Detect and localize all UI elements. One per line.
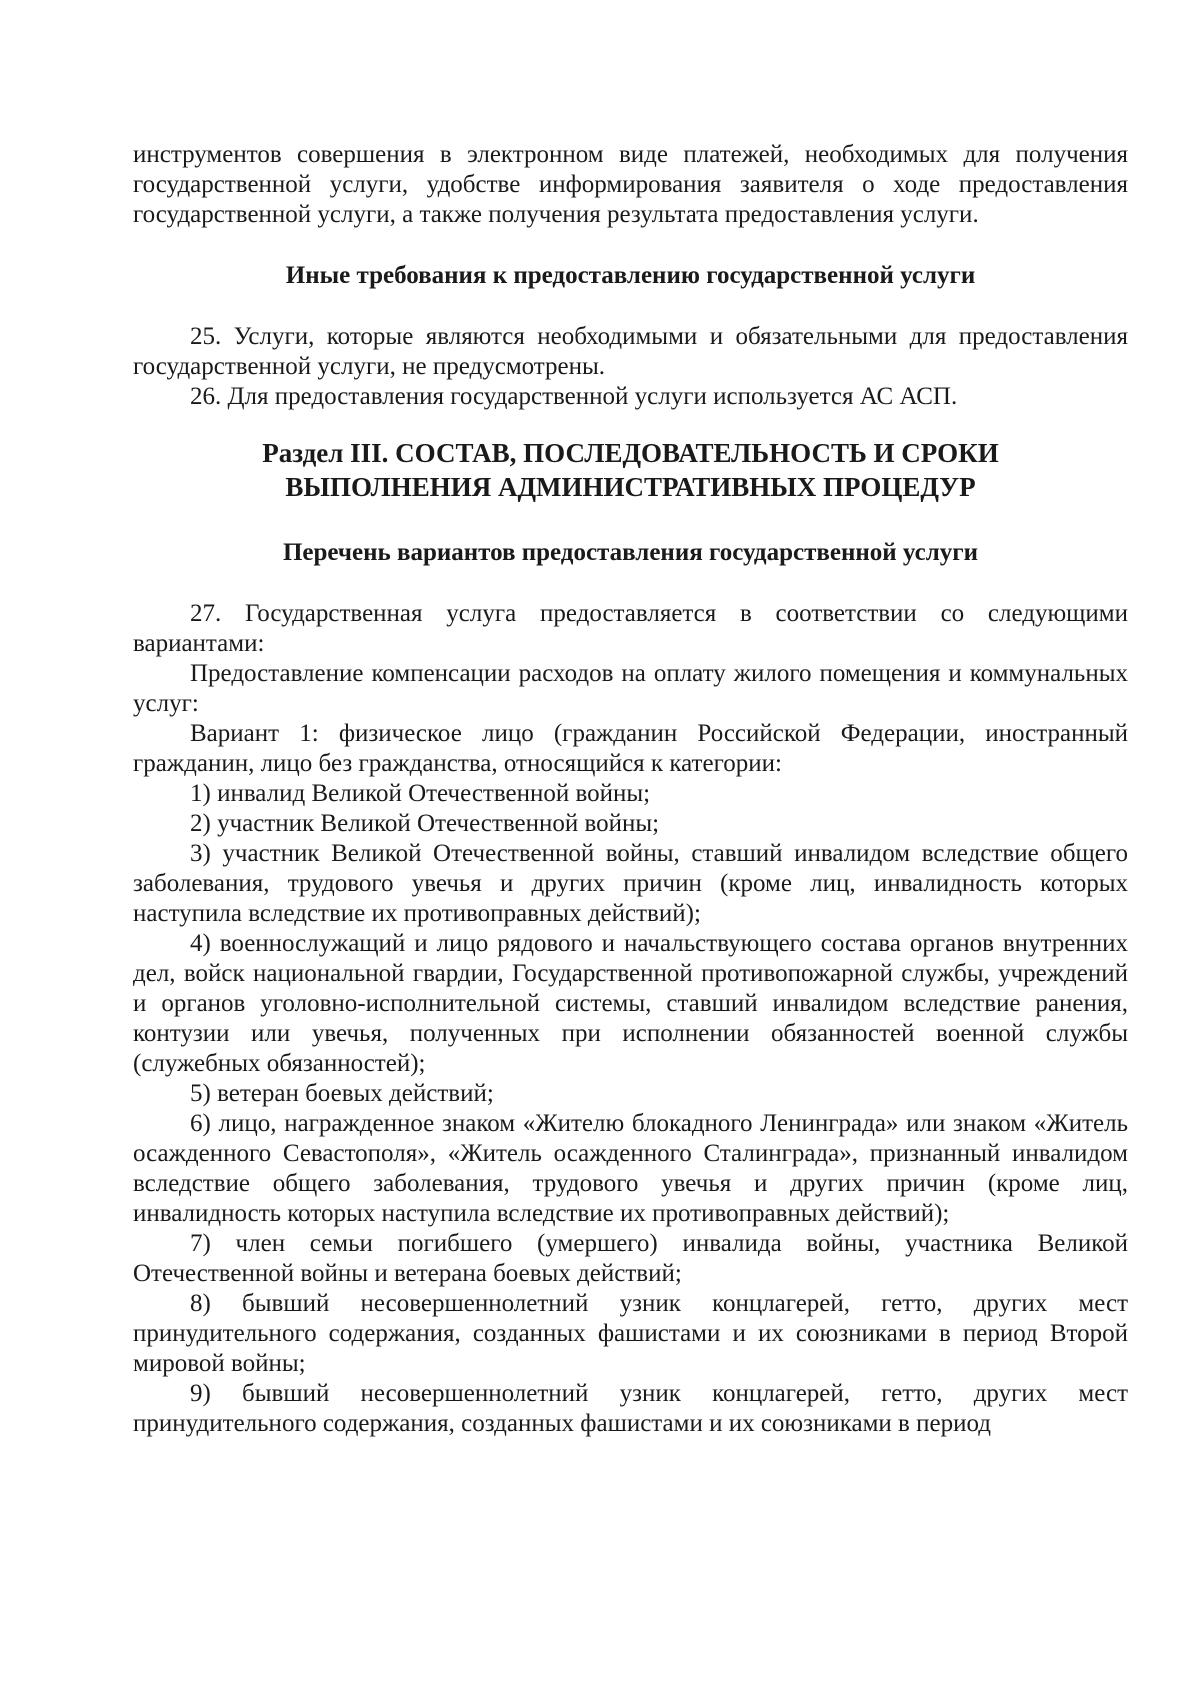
item-26: 26. Для предоставления государственной услуги используется АС АСП.: [190, 383, 958, 410]
section-title-line-1: Раздел III. СОСТАВ, ПОСЛЕДОВАТЕЛЬНОСТЬ И СРОКИ: [262, 438, 999, 468]
heading-other-requirements: Иные требования к предоставлению государственной услуги: [285, 262, 976, 289]
section-title-line-2: ВЫПОЛНЕНИЯ АДМИНИСТРАТИВНЫХ ПРОЦЕДУР: [285, 472, 976, 502]
list-item: 2) участник Великой Отечественной войны;: [190, 810, 660, 837]
section-title: [133, 436, 1128, 504]
heading-variants: Перечень вариантов предоставления государственной услуги: [282, 539, 979, 566]
intro-paragraph: инструментов совершения в электронном виде платежей, необходимых для получения государственной услуги, удобстве информирования заявителя о ходе предоставления государственной услуги, а также получения результата предоставления услуги.: [133, 141, 1128, 228]
list-item: 3) участник Великой Отечественной войны, ставший инвалидом вследствие общего заболевания, трудового увечья и других причин (кроме лиц, инвалидность которых наступила вследствие их противоправных действий);: [133, 840, 1128, 927]
list-item: 1) инвалид Великой Отечественной войны;: [190, 780, 651, 807]
variant-1: Вариант 1: физическое лицо (гражданин Российской Федерации, иностранный гражданин, лицо без гражданства, относящийся к категории:: [133, 720, 1128, 777]
item-25: 25. Услуги, которые являются необходимыми и обязательными для предоставления государственной услуги, не предусмотрены.: [133, 323, 1128, 380]
list-item: 5) ветеран боевых действий;: [190, 1080, 494, 1107]
compensation-line: Предоставление компенсации расходов на оплату жилого помещения и коммунальных услуг:: [133, 660, 1128, 717]
document-body: [133, 140, 1128, 1439]
list-item: 6) лицо, награжденное знаком «Жителю блокадного Ленинграда» или знаком «Житель осажденного Севастополя», «Житель осажденного Сталинграда», признанный инвалидом вследствие общего заболевания, трудового увечья и других причин (кроме лиц, инвалидность которых наступила вследствие их противоправных действий);: [133, 1110, 1128, 1227]
item-27: 27. Государственная услуга предоставляется в соответствии со следующими вариантами:: [133, 600, 1128, 657]
list-item: 8) бывший несовершеннолетний узник концлагерей, гетто, других мест принудительного содержания, созданных фашистами и их союзниками в период Второй мировой войны;: [133, 1290, 1128, 1377]
list-item: 7) член семьи погибшего (умершего) инвалида войны, участника Великой Отечественной войны и ветерана боевых действий;: [133, 1230, 1128, 1287]
list-item: 4) военнослужащий и лицо рядового и начальствующего состава органов внутренних дел, войск национальной гвардии, Государственной противопожарной службы, учреждений и органов уголовно-исполнительной системы, ставший инвалидом вследствие ранения, контузии или увечья, полученных при исполнении обязанностей военной службы (служебных обязанностей);: [133, 930, 1128, 1077]
list-item: 9) бывший несовершеннолетний узник концлагерей, гетто, других мест принудительного содержания, созданных фашистами и их союзниками в период: [133, 1380, 1128, 1437]
